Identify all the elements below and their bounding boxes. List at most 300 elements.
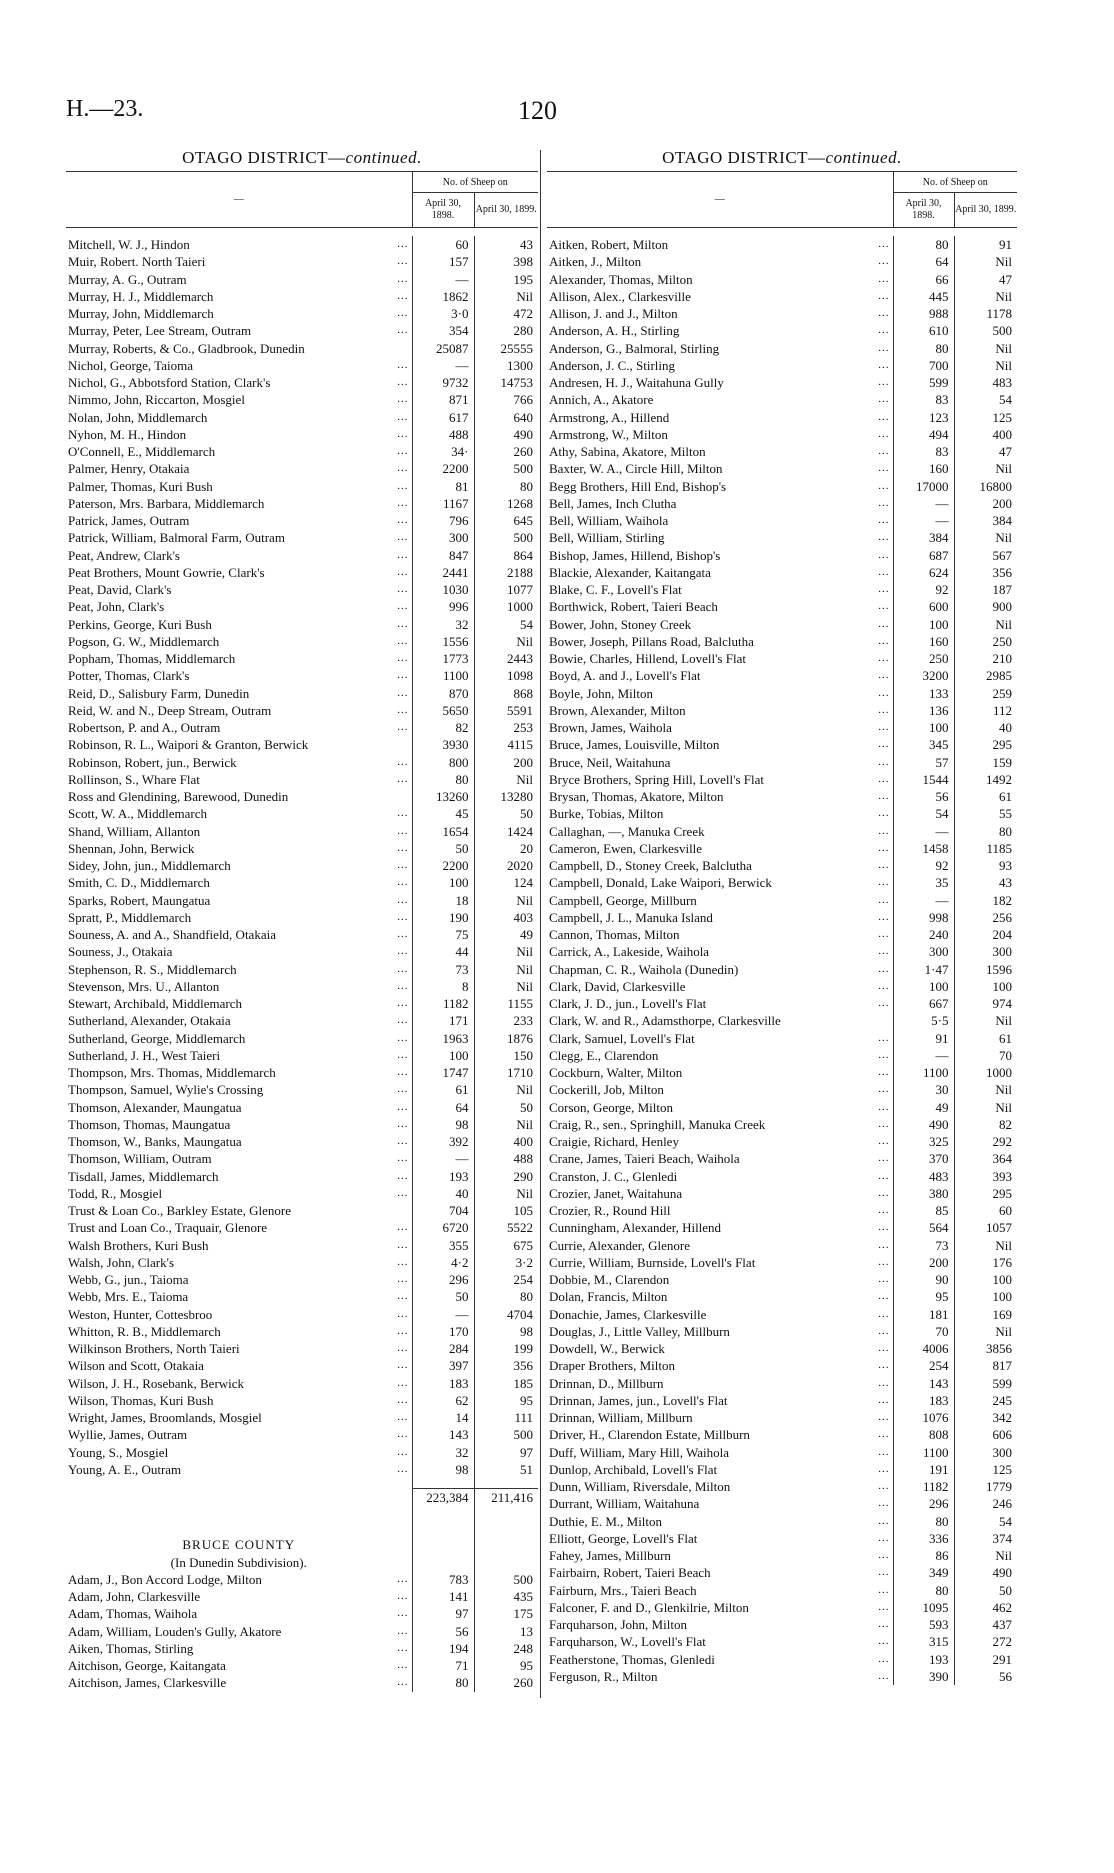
table-row [547, 357, 1017, 374]
sheep-1899: 54 [474, 616, 538, 633]
sheep-1899: 342 [954, 1409, 1017, 1426]
sheep-1898: 92 [893, 581, 954, 598]
owner-name: Clark, W. and R., Adamsthorpe, Clarkesville [549, 1013, 781, 1029]
table-row [66, 598, 538, 615]
sheep-1898: 1095 [893, 1599, 954, 1616]
sheep-1898: 870 [412, 685, 474, 702]
sheep-1898: — [412, 271, 474, 288]
sheep-1899: 93 [954, 857, 1017, 874]
sheep-1898: 34· [412, 443, 474, 460]
sheep-1898: 687 [893, 547, 954, 564]
leader-dots: ... [397, 652, 409, 664]
sheep-1899: Nil [954, 253, 1017, 270]
leader-dots: ... [397, 859, 409, 871]
table-row [66, 616, 538, 633]
sheep-1899: 43 [474, 236, 538, 253]
leader-dots: ... [878, 583, 890, 595]
sheep-1898: 1458 [893, 840, 954, 857]
blank-cell [412, 1554, 474, 1571]
owner-name: Pogson, G. W., Middlemarch [68, 633, 220, 649]
table-row [547, 340, 1017, 357]
table-row [547, 805, 1017, 822]
table-row [547, 771, 1017, 788]
owner-name: Bower, John, Stoney Creek [549, 616, 692, 632]
sheep-1899: 599 [954, 1375, 1017, 1392]
sheep-1898: 296 [893, 1495, 954, 1512]
sheep-1898: 2200 [412, 857, 474, 874]
table-row [66, 1047, 538, 1064]
leader-dots: ... [397, 1290, 409, 1303]
leader-dots: ... [878, 358, 890, 371]
owner-name: Rollinson, S., Whare Flat [68, 771, 200, 787]
leader-dots: ... [397, 1411, 409, 1423]
owner-name: Peat, David, Clark's [68, 582, 172, 597]
table-row [66, 961, 538, 978]
table-row [66, 1030, 538, 1047]
owner-name: Crozier, Janet, Waitahuna [549, 1185, 683, 1201]
owner-name: Fairbairn, Robert, Taieri Beach [549, 1565, 711, 1581]
owner-name: Craig, R., sen., Springhill, Manuka Creek [549, 1116, 766, 1132]
leader-dots: ... [397, 1624, 409, 1637]
table-row [66, 581, 538, 598]
owner-name: Brown, James, Waihola [549, 720, 672, 735]
sheep-1899: 210 [954, 650, 1017, 667]
table-row [66, 1375, 538, 1392]
sheep-1899: 384 [954, 512, 1017, 529]
section-title-continued: continued. [345, 148, 422, 167]
sheep-1899: 1596 [954, 961, 1017, 978]
sheep-1898: 9732 [412, 374, 474, 391]
sheep-1898: 13260 [412, 788, 474, 805]
table-row [66, 788, 538, 805]
owner-name: Dunn, William, Riversdale, Milton [549, 1479, 731, 1494]
leader-dots: ... [397, 1135, 409, 1147]
sheep-1898: 143 [412, 1426, 474, 1443]
table-row [66, 823, 538, 840]
sheep-1899: 640 [474, 409, 538, 426]
table-row [547, 1616, 1017, 1633]
leader-dots: ... [878, 531, 890, 544]
leader-dots [382, 736, 412, 753]
table-row [547, 288, 1017, 305]
table-row [66, 1588, 538, 1605]
table-row [547, 1478, 1017, 1495]
leader-dots: ... [878, 859, 890, 871]
leader-dots: ... [878, 1480, 890, 1492]
sheep-1899: 211,416 [474, 1489, 538, 1507]
leader-dots: ... [878, 1342, 890, 1354]
sheep-1899: 3·2 [474, 1254, 538, 1271]
sheep-1899: 80 [954, 823, 1017, 840]
sheep-1899: 292 [954, 1133, 1017, 1150]
sheep-1898: 2200 [412, 460, 474, 477]
leader-dots: ... [878, 910, 890, 923]
leader-dots: ... [878, 462, 890, 475]
table-row [66, 633, 538, 650]
table-row [547, 305, 1017, 322]
sheep-1899: Nil [954, 357, 1017, 374]
owner-name: Cockburn, Walter, Milton [549, 1065, 683, 1080]
table-row [547, 874, 1017, 891]
sheep-1898: 355 [412, 1237, 474, 1254]
leader-dots: ... [397, 1186, 409, 1199]
table-row [547, 1357, 1017, 1374]
sheep-1898: 336 [893, 1530, 954, 1547]
sheep-1899: Nil [474, 892, 538, 909]
table-row [547, 236, 1017, 253]
sheep-1899: 500 [474, 529, 538, 546]
sheep-1899: Nil [954, 1012, 1017, 1029]
table-row [66, 1640, 538, 1657]
table-row [66, 478, 538, 495]
sheep-1898: 1862 [412, 288, 474, 305]
owner-name: Young, S., Mosgiel [68, 1444, 169, 1460]
table-row [547, 1651, 1017, 1668]
sheep-1898: 70 [893, 1323, 954, 1340]
sheep-1898: 80 [412, 1674, 474, 1691]
table-row [547, 512, 1017, 529]
table-row [66, 357, 538, 374]
table-row [66, 1444, 538, 1461]
leader-dots: ... [878, 772, 890, 785]
sheep-1898: 30 [893, 1081, 954, 1098]
owner-name: Brown, Alexander, Milton [549, 702, 686, 718]
owner-name: Falconer, F. and D., Glenkilrie, Milton [549, 1599, 749, 1615]
sheep-1899: Nil [954, 1081, 1017, 1098]
section-title [66, 145, 538, 171]
owner-name: Thomson, Thomas, Maungatua [68, 1116, 231, 1132]
table-row [66, 1357, 538, 1374]
sheep-1899: 4115 [474, 736, 538, 753]
sheep-1899: 2985 [954, 667, 1017, 684]
leader-dots: ... [878, 790, 890, 802]
owner-name: Boyle, John, Milton [549, 685, 654, 701]
leader-dots: ... [397, 703, 409, 716]
leader-dots: ... [397, 945, 409, 958]
leader-dots: ... [878, 893, 890, 906]
table-row [66, 288, 538, 305]
owner-name: Driver, H., Clarendon Estate, Millburn [549, 1427, 750, 1443]
sheep-1898: 8 [412, 978, 474, 995]
owner-name: Wilson, Thomas, Kuri Bush [68, 1392, 214, 1408]
owner-name: Stephenson, R. S., Middlemarch [68, 961, 237, 977]
table-row [66, 512, 538, 529]
sheep-1899: 20 [474, 840, 538, 857]
table-row [66, 1012, 538, 1029]
sheep-1899: 437 [954, 1616, 1017, 1633]
sheep-1899: 187 [954, 581, 1017, 598]
sheep-1899: 1000 [474, 598, 538, 615]
owner-name: Cunningham, Alexander, Hillend [549, 1220, 722, 1236]
sheep-1899: 54 [954, 1513, 1017, 1530]
owner-name: Palmer, Thomas, Kuri Bush [68, 478, 213, 494]
sheep-1898: 136 [893, 702, 954, 719]
owner-name: Clark, Samuel, Lovell's Flat [549, 1030, 695, 1046]
sheep-1898: 44 [412, 943, 474, 960]
sheep-1899: 500 [474, 460, 538, 477]
sheep-1898: 600 [893, 598, 954, 615]
sheep-1898: — [412, 1306, 474, 1323]
sheep-1899: 176 [954, 1254, 1017, 1271]
sheep-1899: 1057 [954, 1219, 1017, 1236]
leader-dots: ... [397, 324, 409, 337]
leader-dots: ... [878, 841, 890, 854]
sheep-1899: Nil [954, 1099, 1017, 1116]
owner-name: Tisdall, James, Middlemarch [68, 1168, 219, 1184]
sheep-1899: 864 [474, 547, 538, 564]
owner-name: Alexander, Thomas, Milton [549, 271, 693, 287]
table-row [66, 892, 538, 909]
leader-dots: ... [397, 358, 409, 371]
leader-dots: ... [878, 1135, 890, 1147]
table-row [66, 1271, 538, 1288]
owner-name: Walsh Brothers, Kuri Bush [68, 1237, 209, 1253]
year-1898-header: April 30, 1898. [412, 193, 474, 228]
leader-dots: ... [397, 634, 409, 647]
owner-name: Patrick, William, Balmoral Farm, Outram [68, 530, 285, 546]
table-row [66, 1133, 538, 1150]
owner-name: Andresen, H. J., Waitahuna Gully [549, 375, 724, 390]
leader-dots: ... [878, 307, 890, 319]
sheep-1898: 75 [412, 926, 474, 943]
owner-name: Stevenson, Mrs. U., Allanton [68, 978, 220, 994]
table-row [66, 719, 538, 736]
table-row [547, 529, 1017, 546]
sheep-1898: 40 [412, 1185, 474, 1202]
sheep-1899: 16800 [954, 478, 1017, 495]
owner-name: Sutherland, Alexander, Otakaia [68, 1013, 231, 1029]
sheep-1899: 398 [474, 253, 538, 270]
sheep-1898: 483 [893, 1168, 954, 1185]
leader-dots: ... [397, 583, 409, 595]
sheep-1898: 345 [893, 736, 954, 753]
sheep-1899: 61 [954, 788, 1017, 805]
year-1898-header: April 30, 1898. [893, 193, 954, 228]
sheep-1899: 13280 [474, 788, 538, 805]
owner-name: Wilson, J. H., Rosebank, Berwick [68, 1375, 245, 1391]
sheep-1898: 5·5 [893, 1012, 954, 1029]
table-row [66, 857, 538, 874]
sheep-1899: 70 [954, 1047, 1017, 1064]
owner-name: Mitchell, W. J., Hindon [68, 237, 190, 252]
leader-dots: ... [878, 496, 890, 509]
leader-dots: ... [878, 1273, 890, 1285]
sheep-1898: 83 [893, 443, 954, 460]
table-row [547, 391, 1017, 408]
leader-dots: ... [397, 1590, 409, 1602]
owner-name: Corson, George, Milton [549, 1099, 673, 1115]
leader-dots: ... [397, 721, 409, 733]
owner-name: Crane, James, Taieri Beach, Waihola [549, 1151, 740, 1167]
owner-name: Douglas, J., Little Valley, Millburn [549, 1323, 730, 1339]
table-row [66, 1099, 538, 1116]
sheep-1899: 356 [474, 1357, 538, 1374]
sheep-1899: 195 [474, 271, 538, 288]
sheep-1899: 5591 [474, 702, 538, 719]
sheep-1899: Nil [954, 1237, 1017, 1254]
sheep-1898: 370 [893, 1150, 954, 1167]
sheep-1898: 397 [412, 1357, 474, 1374]
table-row [66, 1674, 538, 1691]
sheep-1899: 245 [954, 1392, 1017, 1409]
table-row [547, 322, 1017, 339]
leader-dots: ... [397, 1428, 409, 1441]
sheep-1898: 100 [893, 978, 954, 995]
owner-name: Drinnan, James, jun., Lovell's Flat [549, 1392, 728, 1408]
sheep-count-header: No. of Sheep on [893, 172, 1017, 193]
leader-dots: ... [878, 479, 890, 492]
table-row [66, 667, 538, 684]
table-row [547, 719, 1017, 736]
owner-name: Fairburn, Mrs., Taieri Beach [549, 1582, 697, 1598]
sheep-1899: 5522 [474, 1219, 538, 1236]
blank-cell [66, 1506, 382, 1536]
sheep-1899: 250 [954, 633, 1017, 650]
sheep-1898: 1773 [412, 650, 474, 667]
sheep-1898: 160 [893, 633, 954, 650]
sheep-1899: 200 [954, 495, 1017, 512]
table-row [547, 598, 1017, 615]
leader-dots: ... [397, 876, 409, 889]
sheep-1898: 5650 [412, 702, 474, 719]
table-row [66, 1081, 538, 1098]
sheep-1898: 494 [893, 426, 954, 443]
sheep-1899: Nil [954, 616, 1017, 633]
table-row [66, 1605, 538, 1622]
sheep-1898: 100 [412, 1047, 474, 1064]
leader-dots: ... [878, 1186, 890, 1199]
owner-name: Anderson, J. C., Stirling [549, 357, 676, 373]
leader-dots: ... [397, 496, 409, 509]
leader-dots: ... [397, 1324, 409, 1337]
table-row [547, 374, 1017, 391]
owner-name: Cameron, Ewen, Clarkesville [549, 840, 703, 856]
leader-dots: ... [878, 1514, 890, 1527]
table-row [547, 564, 1017, 581]
leader-dots: ... [878, 1204, 890, 1216]
owner-name: Murray, Roberts, & Co., Gladbrook, Dunedin [68, 340, 305, 356]
leader-dots: ... [397, 1238, 409, 1251]
leader-dots: ... [878, 1324, 890, 1337]
leader-dots: ... [397, 1100, 409, 1113]
sheep-1898: 490 [893, 1116, 954, 1133]
sheep-1899: 295 [954, 1185, 1017, 1202]
leader-dots: ... [397, 548, 409, 561]
table-row [547, 253, 1017, 270]
owner-name: Allison, Alex., Clarkesville [549, 288, 691, 304]
sheep-1899: 254 [474, 1271, 538, 1288]
sheep-1899: Nil [474, 1081, 538, 1098]
table-row [66, 1219, 538, 1236]
owner-name: Robinson, R. L., Waipori & Granton, Berwick [68, 737, 309, 753]
sheep-1898: 80 [412, 771, 474, 788]
sheep-1898: 25087 [412, 340, 474, 357]
sheep-1899: Nil [474, 978, 538, 995]
sheep-1899: 300 [954, 943, 1017, 960]
sheep-1898: 847 [412, 547, 474, 564]
owner-name: Clegg, E., Clarendon [549, 1047, 659, 1063]
sheep-1898: 1556 [412, 633, 474, 650]
sheep-1899: 248 [474, 1640, 538, 1657]
table-row [547, 943, 1017, 960]
owner-name: Sutherland, George, Middlemarch [68, 1030, 246, 1046]
sheep-1898: 82 [412, 719, 474, 736]
left-column [66, 145, 538, 1692]
blank-cell [382, 1506, 412, 1536]
table-row [547, 754, 1017, 771]
leader-dots: ... [397, 445, 409, 457]
leader-dots: ... [878, 393, 890, 406]
leader-dots: ... [397, 1048, 409, 1061]
leader-dots: ... [878, 962, 890, 975]
sheep-1898: 3930 [412, 736, 474, 753]
owner-name: Campbell, J. L., Manuka Island [549, 909, 713, 925]
table-row [66, 340, 538, 357]
sheep-1899: 900 [954, 598, 1017, 615]
sheep-1898: 1100 [893, 1444, 954, 1461]
table-row [547, 823, 1017, 840]
table-row [547, 616, 1017, 633]
owner-name: Souness, J., Otakaia [68, 944, 173, 960]
owner-name: Clark, J. D., jun., Lovell's Flat [549, 996, 707, 1011]
sheep-1899: Nil [474, 943, 538, 960]
table-row [547, 1202, 1017, 1219]
sheep-1898: — [893, 892, 954, 909]
sheep-1898: 4·2 [412, 1254, 474, 1271]
sheep-1899: 260 [474, 1674, 538, 1691]
sheep-1899: 124 [474, 874, 538, 891]
sheep-1898: 80 [893, 236, 954, 253]
sheep-1899: 54 [954, 391, 1017, 408]
sheep-1899: 50 [474, 805, 538, 822]
owner-name: Bowie, Charles, Hillend, Lovell's Flat [549, 651, 746, 666]
sheep-1898: 250 [893, 650, 954, 667]
sheep-1899: 280 [474, 322, 538, 339]
sheep-1899: 2188 [474, 564, 538, 581]
table-row [547, 1237, 1017, 1254]
table-row [547, 909, 1017, 926]
owner-name: Duthie, E. M., Milton [549, 1513, 663, 1529]
leader-dots: ... [397, 1676, 409, 1689]
owner-name: Aiken, Thomas, Stirling [68, 1640, 194, 1656]
sheep-1898: 92 [893, 857, 954, 874]
table-row [66, 1064, 538, 1081]
table-row [66, 1168, 538, 1185]
leader-dots: ... [397, 462, 409, 475]
sheep-1898: 100 [412, 874, 474, 891]
right-column [547, 145, 1017, 1685]
sheep-1898: 171 [412, 1012, 474, 1029]
leader-dots: ... [397, 479, 409, 492]
table-row [547, 926, 1017, 943]
table-row [547, 788, 1017, 805]
owner-name: Popham, Thomas, Middlemarch [68, 651, 236, 666]
sheep-1899: 272 [954, 1633, 1017, 1650]
sheep-1899: 1077 [474, 581, 538, 598]
sheep-1898: 296 [412, 1271, 474, 1288]
sheep-1898: 392 [412, 1133, 474, 1150]
leader-dots: ... [878, 1635, 890, 1648]
sheep-1898: 783 [412, 1571, 474, 1588]
owner-name: Chapman, C. R., Waihola (Dunedin) [549, 961, 739, 977]
leader-dots: ... [397, 514, 409, 526]
sheep-1899: 1268 [474, 495, 538, 512]
owner-name: Drinnan, William, Millburn [549, 1410, 693, 1425]
table-row [547, 1564, 1017, 1581]
blank-cell [412, 1506, 474, 1536]
sheep-1898: 157 [412, 253, 474, 270]
owner-name: Souness, A. and A., Shandfield, Otakaia [68, 927, 276, 942]
